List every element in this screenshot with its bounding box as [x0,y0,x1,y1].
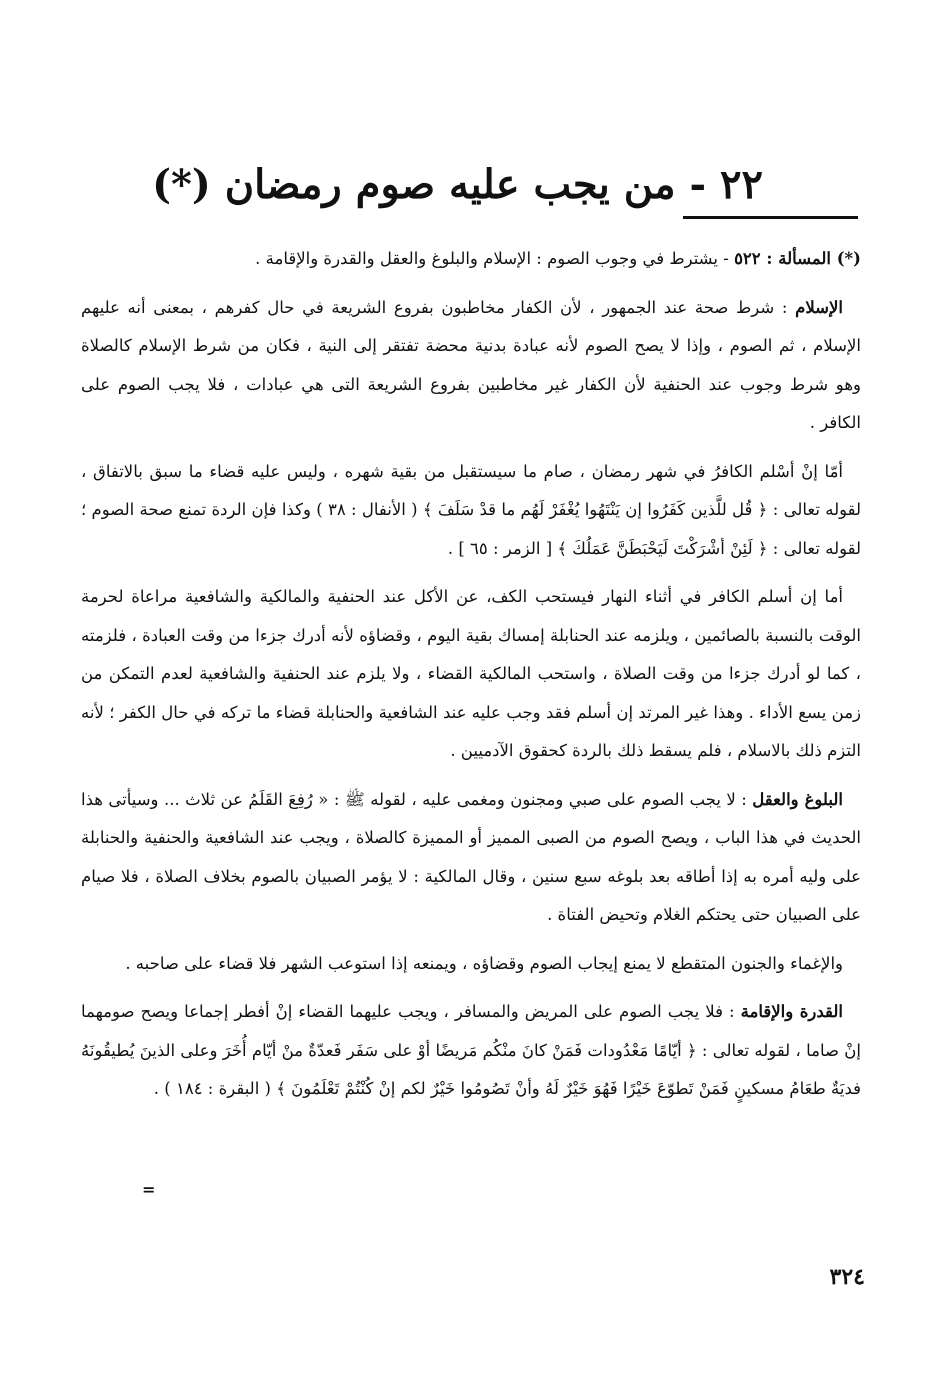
paragraph-2-text: : شرط صحة عند الجمهور ، لأن الكفار مخاطبون بفروع الشريعة في حال كفرهم ، بمعنى أنه عليهم الإسلام ، ثم الصوم ، وإذا لا يصح الصوم لأنه عبادة بدنية محضة تفتقر إلى النية ، فكان من شرط الإسلام كالصلاة وهو شرط وجوب عند الحنفية لأن الكفار غير مخاطبين بفروع الشريعة التى هي عبادات ، فلا يجب الصوم على الكافر . [81,297,861,432]
paragraph-7 [81,993,861,1109]
page-number: ٣٢٤ [829,1264,865,1290]
paragraph-3 [81,453,861,569]
title-divider [683,216,858,219]
body-text [81,240,861,1119]
paragraph-2-lead: الإسلام [795,297,843,317]
paragraph-4-text: أما إن أسلم الكافر في أثناء النهار فيستحب الكف، عن الأكل عند الحنفية والمالكية والشافعية مراعاة لحرمة الوقت بالنسبة بالصائمين ، ويلزمه عند الحنابلة إمساك بقية اليوم ، وقضاؤه لأنه أدرك جزءا من وقت العبادة ، فلزمته ، كما لو أدرك جزءا من وقت الصلاة ، واستحب المالكية القضاء ، ولا يلزم عند الحنفية والشافعية لعدم التمكن من زمن يسع الأداء . وهذا غير المرتد إن أسلم فقد وجب عليه عند الشافعية والحنابلة قضاء ما تركه في حال الكفر ؛ لأنه التزم ذلك بالاسلام ، فلم يسقط ذلك بالردة كحقوق الآدميين . [81,587,861,760]
paragraph-6 [81,945,861,984]
paragraph-7-lead: القدرة والإقامة [740,1002,843,1021]
paragraph-5-lead: البلوغ والعقل [752,789,843,809]
paragraph-3-text: أمّا إنْ أسْلم الكافرُ في شهر رمضان ، صام ما سيستقبل من بقية شهره ، وليس عليه قضاء ما سبق بالاتفاق ، لقوله تعالى : ﴿ قُل للَّذين كَفَرُوا إن يَنْتَهُوا يُغْفَرْ لَهُم ما قدْ سَلَفَ ﴾ ( الأنفال : ٣٨ ) وكذا فإن الردة تمنع صحة الصوم ؛ لقوله تعالى : ﴿ لَئِنْ أشْرَكْتَ لَيَحْبَطَنَّ عَمَلُكَ ﴾ [ الزمر : ٦٥ ] . [81,461,861,558]
paragraph-1-text: - يشترط في وجوب الصوم : الإسلام والبلوغ والعقل والقدرة والإقامة . [255,249,729,268]
paragraph-5-text: : لا يجب الصوم على صبي ومجنون ومغمى عليه ، لقوله ﷺ : « رُفِعَ القَلَمُ عن ثلاث ... وسيأتى هذا الحديث في هذا الباب ، ويصح الصوم من الصبى المميز أو المميزة كالصلاة ، ويجب عند الشافعية والحنفية والحنابلة على وليه أمره به إذا أطاقه بعد بلوغه سبع سنين ، وقال المالكية : لا يؤمر الصبيان بالصوم بخلاف الصلاة ، فلا صيام على الصبيان حتى يحتكم الغلام وتحيض الفتاة . [81,789,861,924]
paragraph-7-text: : فلا يجب الصوم على المريض والمسافر ، ويجب عليهما القضاء إنْ أفطر إجماعا ويصح صومهما إنْ صاما ، لقوله تعالى : ﴿ أيّامًا مَعْدُودات فَمَنْ كانَ منْكُم مَريضًا أوْ على سَفَر فَعدّةٌ منْ أيّام أُخَرَ وعلى الذينَ يُطيقُونَهُ فديَةٌ طعَامُ مسكينٍ فَمَنْ تَطوّعَ خَيْرًا فَهُوَ خَيْرٌ لَهُ وأنْ تَصُومُوا خَيْرٌ لكم إنْ كُنْتُمْ تَعْلَمُونَ ﴾ ( البقرة : ١٨٤ ) . [81,1002,861,1098]
continuation-mark: = [142,1180,156,1199]
chapter-title: ٢٢ - من يجب عليه صوم رمضان (*) [152,160,763,208]
paragraph-2 [81,289,861,443]
paragraph-6-text: والإغماء والجنون المتقطع لا يمنع إيجاب الصوم وقضاؤه ، ويمنعه إذا استوعب الشهر فلا قضاء على صاحبه . [125,953,843,973]
paragraph-1 [81,240,861,279]
paragraph-4 [81,578,861,771]
paragraph-5 [81,781,861,935]
paragraph-1-lead: (*) المسألة : ٥٢٢ [734,249,861,268]
